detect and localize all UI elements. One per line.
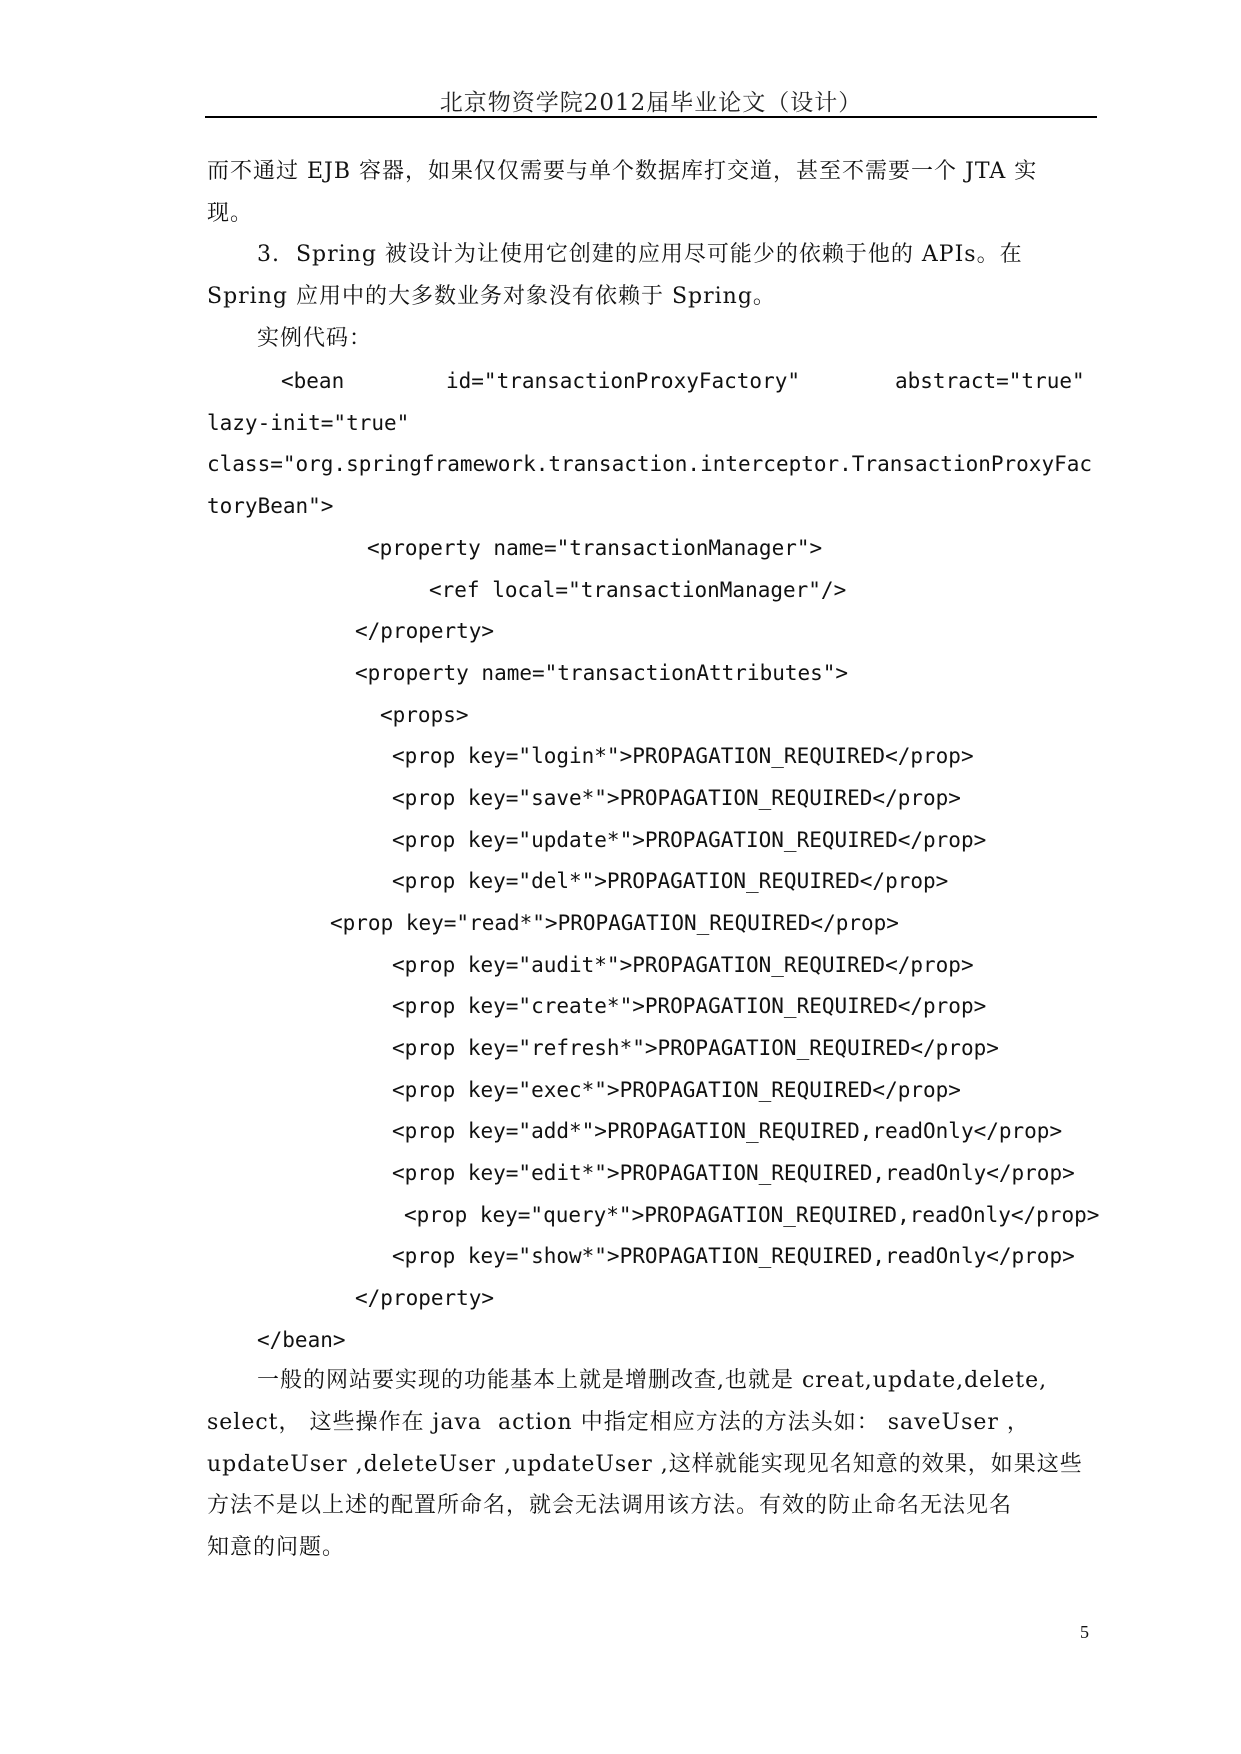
code-line: lazy-init="true": [207, 411, 410, 435]
paragraph-line: 3. Spring 被设计为让使用它创建的应用尽可能少的依赖于他的 APIs。在: [257, 242, 1023, 267]
paragraph-line: Spring 应用中的大多数业务对象没有依赖于 Spring。: [207, 284, 776, 309]
code-line: <prop key="audit*">PROPAGATION_REQUIRED</prop>: [392, 953, 974, 977]
paragraph-line: 而不通过 EJB 容器，如果仅仅需要与单个数据库打交道，甚至不需要一个 JTA 实: [207, 159, 1038, 184]
code-line: toryBean">: [207, 494, 334, 518]
code-line: <prop key="create*">PROPAGATION_REQUIRED</prop>: [392, 994, 987, 1018]
code-line: <prop key="exec*">PROPAGATION_REQUIRED</prop>: [392, 1078, 961, 1102]
code-line: <prop key="refresh*">PROPAGATION_REQUIRED</prop>: [392, 1036, 999, 1060]
code-line: <prop key="query*">PROPAGATION_REQUIRED,readOnly</prop>: [404, 1203, 1100, 1227]
paragraph-line: select， 这些操作在 java action 中指定相应方法的方法头如： saveUser ，: [207, 1410, 1030, 1435]
paragraph-line: 方法不是以上述的配置所命名，就会无法调用该方法。有效的防止命名无法见名: [207, 1493, 1013, 1518]
code-line: <ref local="transactionManager"/>: [429, 578, 847, 602]
code-line: <prop key="login*">PROPAGATION_REQUIRED</prop>: [392, 744, 974, 768]
code-line: <prop key="edit*">PROPAGATION_REQUIRED,readOnly</prop>: [392, 1161, 1075, 1185]
code-line: <prop key="save*">PROPAGATION_REQUIRED</prop>: [392, 786, 961, 810]
example-code-label: 实例代码：: [257, 326, 373, 351]
code-line: <prop key="show*">PROPAGATION_REQUIRED,readOnly</prop>: [392, 1244, 1075, 1268]
paragraph-line: 知意的问题。: [207, 1535, 346, 1560]
paragraph-line: 一般的网站要实现的功能基本上就是增删改查,也就是 creat,update,delete,: [257, 1368, 1048, 1393]
header-rule: [205, 116, 1097, 118]
paragraph-line: updateUser ,deleteUser ,updateUser ,这样就能实现见名知意的效果，如果这些: [207, 1452, 1083, 1477]
code-line: <prop key="add*">PROPAGATION_REQUIRED,readOnly</prop>: [392, 1119, 1063, 1143]
code-line: <property name="transactionAttributes">: [355, 661, 849, 685]
code-line: </property>: [355, 1286, 495, 1310]
code-line: <prop key="read*">PROPAGATION_REQUIRED</prop>: [330, 911, 899, 935]
code-line: id="transactionProxyFactory": [446, 369, 801, 393]
code-line: <property name="transactionManager">: [367, 536, 823, 560]
code-line: <props>: [380, 703, 469, 727]
code-line: <prop key="del*">PROPAGATION_REQUIRED</prop>: [392, 869, 949, 893]
code-line: </bean>: [257, 1328, 346, 1352]
page-number: 5: [1080, 1622, 1089, 1642]
page-header-title: 北京物资学院2012届毕业论文（设计）: [439, 90, 863, 116]
code-line: </property>: [355, 619, 495, 643]
paragraph-line: 现。: [207, 201, 254, 226]
code-line: <bean: [281, 369, 345, 393]
code-line: abstract="true": [895, 369, 1085, 393]
code-line: <prop key="update*">PROPAGATION_REQUIRED</prop>: [392, 828, 987, 852]
code-line: class="org.springframework.transaction.interceptor.TransactionProxyFac: [207, 452, 1093, 476]
